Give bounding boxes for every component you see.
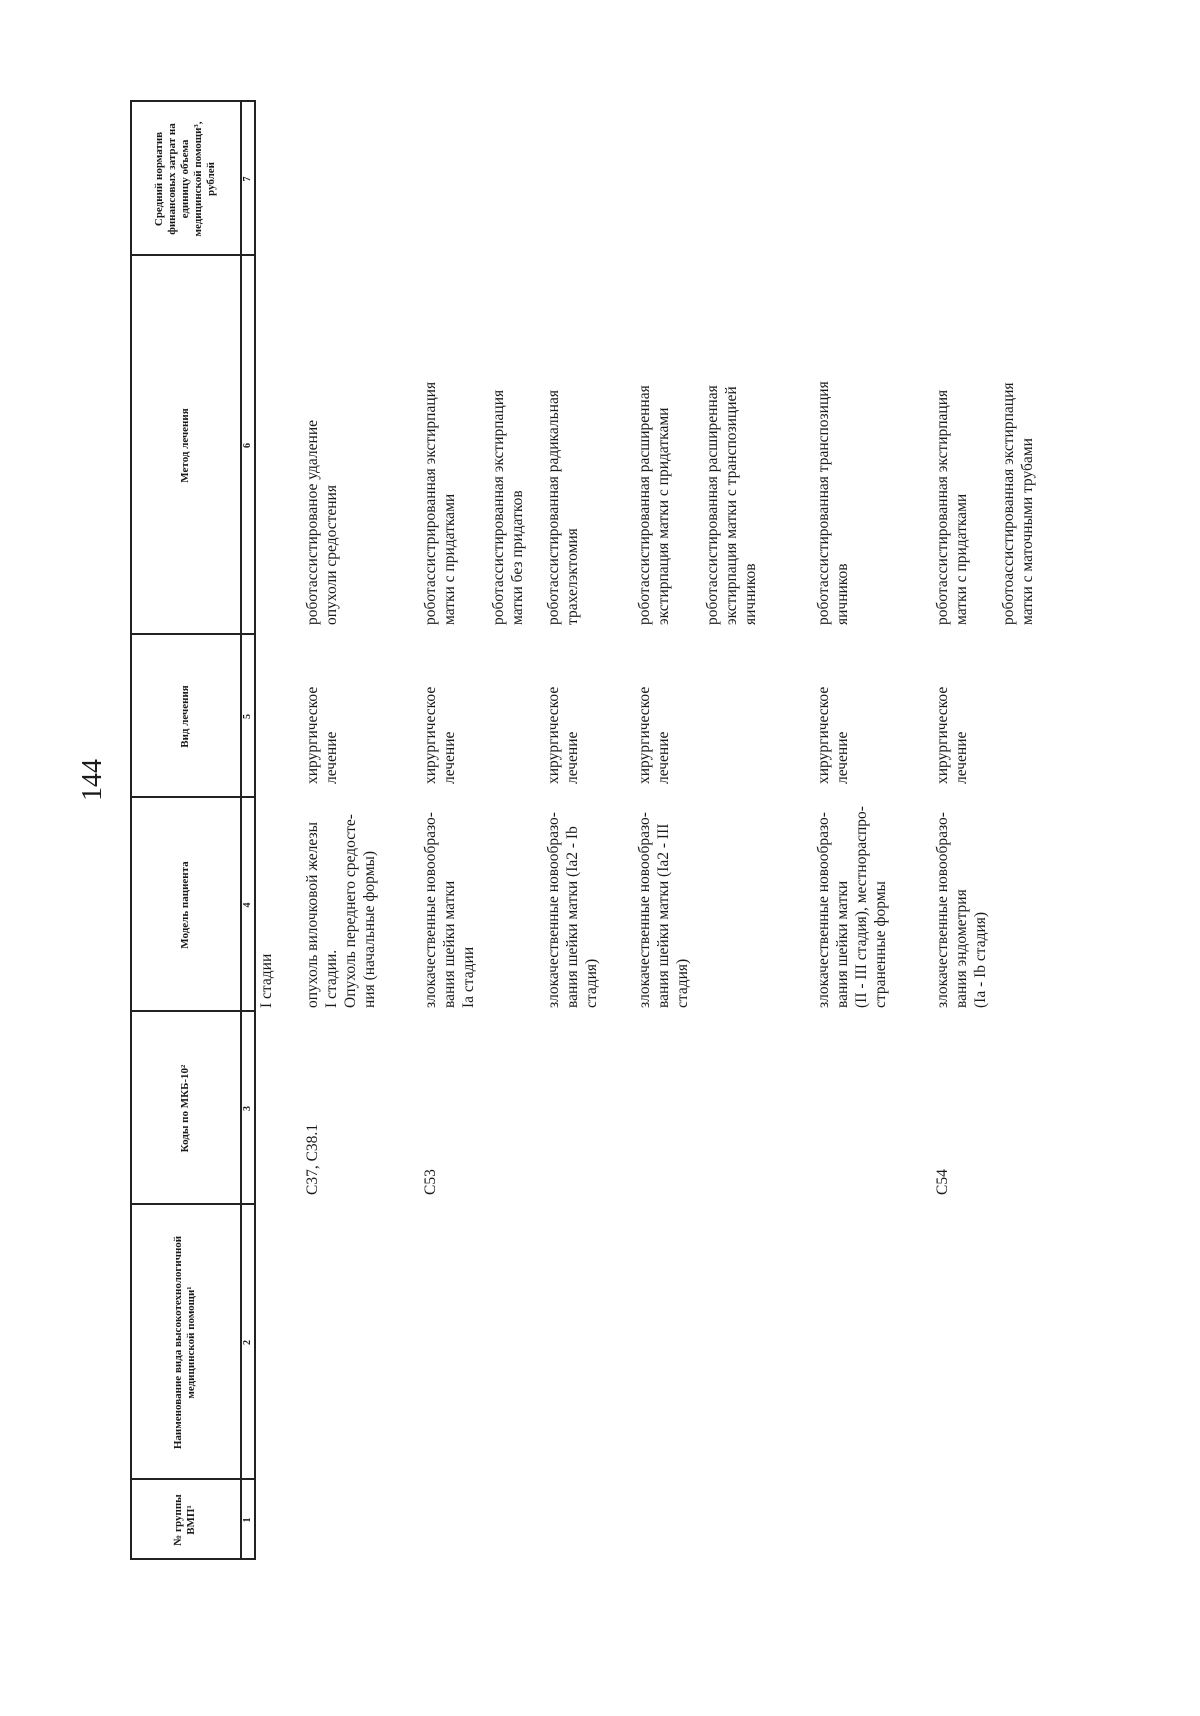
column-number: 7 — [241, 176, 253, 182]
column-number: 5 — [241, 714, 253, 719]
treatment-type-cell: хирургическое лечение — [815, 686, 851, 784]
header-cost-norm: Средний норматив финансовых затрат на единицу объема медицинской помощи³, рублей — [152, 121, 217, 237]
treatment-method-cell: роботассистированная расширенная экстирпация матки с придатками — [636, 385, 672, 625]
treatment-type-cell: хирургическое лечение — [304, 686, 340, 784]
treatment-method-cell: роботассистрированная экстирпация матки с придатками — [422, 381, 458, 625]
header-icd-codes: Коды по МКБ-10² — [178, 1064, 191, 1153]
patient-model-cell: злокачественные новообразо- вания шейки матки (Ia2 - III стадия) — [636, 812, 691, 1008]
column-number: 3 — [241, 1106, 253, 1111]
treatment-method-cell: роботоассистированная экстирпация матки с маточными трубами — [1000, 382, 1036, 625]
patient-model-cell: злокачественные новообразо- вания эндометрия (Ia - Ib стадия) — [934, 812, 989, 1008]
header-patient-model: Модель пациента — [178, 861, 191, 949]
treatment-type-cell: хирургическое лечение — [636, 686, 672, 784]
icd-code-cell: C37, C38.1 — [304, 1123, 321, 1195]
column-number: 1 — [241, 1517, 253, 1523]
column-number: 6 — [241, 443, 253, 448]
patient-model-cell: опухоль вилочковой железы I стадии. Опухоль переднего средосте- ния (начальные формы) — [304, 814, 378, 1008]
icd-code-cell: C54 — [934, 1169, 951, 1195]
header-group-number: № группы ВМП¹ — [172, 1494, 197, 1546]
treatment-method-cell: роботассистированная расширенная экстирпация матки с транспозицией яичников — [704, 385, 759, 625]
treatment-method-cell: роботассистированная экстирпация матки с придатками — [934, 389, 970, 625]
page-number: 144 — [77, 759, 108, 801]
treatment-type-cell: хирургическое лечение — [545, 686, 581, 784]
treatment-method-cell: роботассистированная транспозиция яичников — [815, 381, 851, 625]
patient-model-cell: злокачественные новообразо- вания шейки матки (Ia2 - Ib стадия) — [545, 812, 600, 1008]
patient-model-cell: злокачественные новообразо- вания шейки матки (II - III стадия), местнораспро- страненные формы — [815, 806, 889, 1008]
column-number: 4 — [241, 902, 253, 908]
column-number-rule — [254, 100, 256, 1560]
icd-code-cell: C53 — [422, 1169, 439, 1195]
treatment-method-cell: роботассистированое удаление опухоли средостения — [304, 419, 340, 625]
continuation-text: I стадии — [258, 953, 275, 1008]
treatment-type-cell: хирургическое лечение — [934, 686, 970, 784]
patient-model-cell: злокачественные новообразо- вания шейки матки Ia стадии — [422, 812, 477, 1008]
column-number: 2 — [241, 1340, 253, 1345]
treatment-method-cell: роботассистированная экстирпация матки без придатков — [490, 389, 526, 625]
treatment-type-cell: хирургическое лечение — [422, 686, 458, 784]
header-treatment-type: Вид лечения — [178, 685, 191, 748]
header-vmp-name: Наименование вида высокотехнологичной медицинской помощи¹ — [172, 1235, 197, 1450]
rotated-table-stage — [130, 100, 1100, 1560]
treatment-method-cell: роботассистированная радикальная трахелэктомия — [545, 390, 581, 625]
vmp-table — [130, 100, 1100, 1560]
header-treatment-method: Метод лечения — [178, 408, 191, 483]
